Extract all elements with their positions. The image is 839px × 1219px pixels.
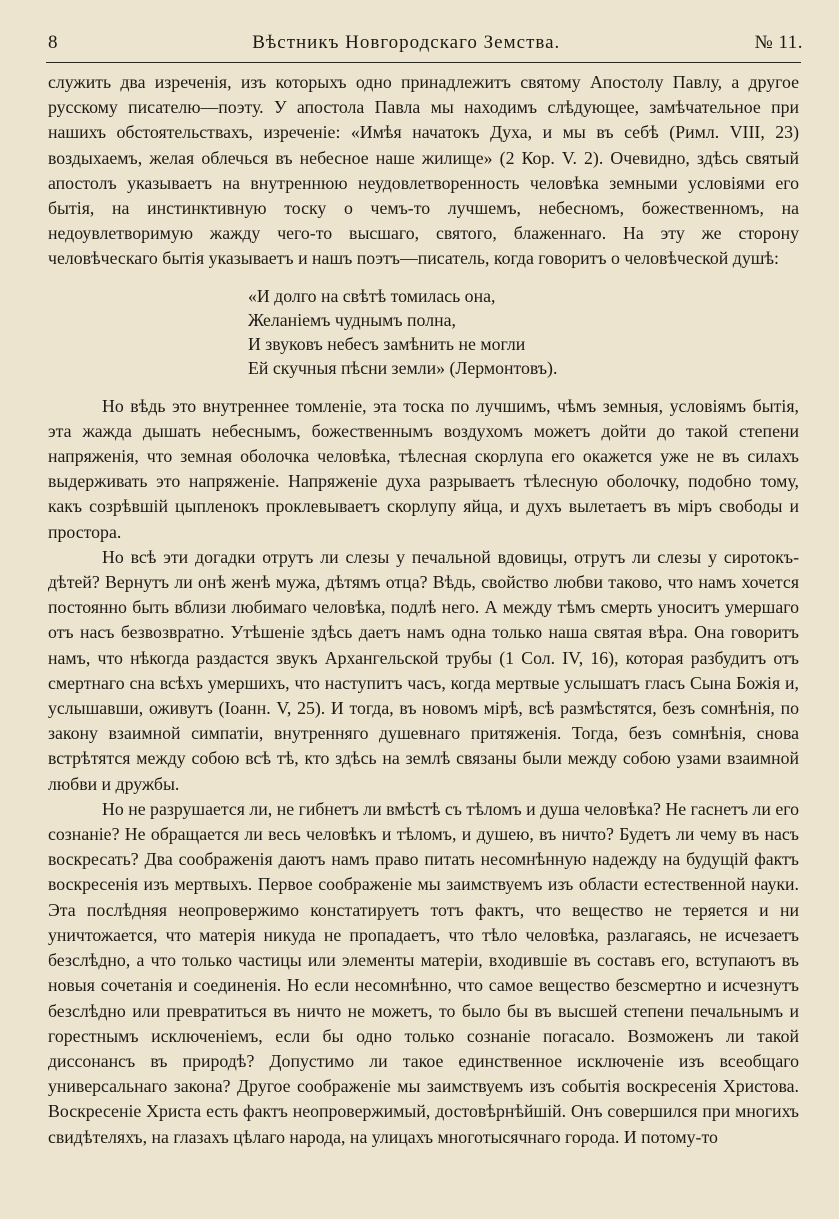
paragraph: Но всѣ эти догадки отрутъ ли слезы у печальной вдовицы, отрутъ ли слезы у сиротокъ-дѣтей? Вернутъ ли онѣ женѣ мужа, дѣтямъ отца? Вѣдь, свойство любви таково, что намъ хочется постоянно быть вблизи любимаго человѣка, подлѣ него. А между тѣмъ смерть уноситъ умершаго отъ насъ безвозвратно. Утѣшеніе здѣсь даетъ намъ одна только наша святая вѣра. Она говоритъ намъ, что нѣкогда раздастся звукъ Архангельской трубы (1 Сол. IV, 16), которая разбудитъ отъ смертнаго сна всѣхъ умершихъ, что наступитъ часъ, когда мертвые услышатъ гласъ Сына Божія и, услышавши, оживутъ (Іоанн. V, 25). И тогда, въ новомъ мірѣ, всѣ размѣстятся, безъ сомнѣнія, по закону взаимной симпатіи, внутренняго душевнаго притяженія. Тогда, безъ сомнѣнія, снова встрѣтятся между собою всѣ тѣ, кто здѣсь на землѣ связаны были между собою узами взаимной любви и дружбы. (48, 546, 799, 794)
poem-line: Ей скучныя пѣсни земли» (Лермонтовъ). (248, 357, 558, 378)
poem-line: «И долго на свѣтѣ томилась она, (248, 285, 496, 306)
paragraph: Но вѣдь это внутреннее томленіе, эта тоска по лучшимъ, чѣмъ земныя, условіямъ бытія, эта жажда дышать небеснымъ, божественнымъ воздухомъ можетъ дойти до такой степени напряженія, что земная оболочка человѣка, тѣлесная скорлупа его окажется уже не въ силахъ выдерживать это напряженіе. Напряженіе духа разрываетъ тѣлесную оболочку, подобно тому, какъ созрѣвшій цыпленокъ проклевываетъ скорлупу яйца, и духъ вылетаетъ въ міръ свободы и простора. (48, 395, 799, 542)
body-text (48, 70, 799, 1150)
poem-line: Желаніемъ чуднымъ полна, (248, 309, 456, 330)
paragraph: служить два изреченія, изъ которыхъ одно принадлежитъ святому Апостолу Павлу, а другое русскому писателю—поэту. У апостола Павла мы находимъ слѣдующее, замѣчательное при нашихъ обстоятельствахъ, изреченіе: «Имѣя начатокъ Духа, и мы въ себѣ (Римл. VIII, 23) воздыхаемъ, желая облечься въ небесное наше жилище» (2 Кор. V. 2). Очевидно, здѣсь святый апостолъ указываетъ на внутреннюю неудовлетворенность человѣка земными условіями его бытія, на инстинктивную тоску о чемъ-то лучшемъ, небесномъ, божественномъ, на недоувлетворимую жажду чего-то высшаго, святого, блаженнаго. На эту же сторону человѣческаго бытія указываетъ и нашъ поэтъ—писатель, когда говоритъ о человѣческой душѣ: (48, 72, 799, 269)
journal-title: Вѣстникъ Новгородскаго Земства. (252, 32, 561, 53)
issue-number: № 11. (754, 32, 803, 53)
page-number: 8 (48, 32, 58, 53)
paragraph: Но не разрушается ли, не гибнетъ ли вмѣстѣ съ тѣломъ и душа человѣка? Не гаснетъ ли его сознаніе? Не обращается ли весь человѣкъ и тѣломъ, и душею, въ ничто? Будетъ ли чему въ насъ воскресать? Два соображенія даютъ намъ право питать несомнѣнную надежду на будущій фактъ воскресенія изъ мертвыхъ. Первое соображеніе мы заимствуемъ изъ области естественной науки. Эта послѣдняя неопровержимо констатируетъ тотъ фактъ, что вещество не теряется и ни уничтожается, что матерія никуда не пропадаетъ, что тѣло человѣка, разлагаясь, не исчезаетъ безслѣдно, а что только частицы или элементы матеріи, входившіе въ составъ его, вступаютъ въ новыя сочетанія и соединенія. Но если несомнѣнно, что самое вещество безсмертно и исчезнутъ безслѣдно или превратиться въ ничто не можетъ, то было бы въ высшей степени печальнымъ и горестнымъ исключеніемъ, если бы одно только сознаніе погасало. Возможенъ ли такой диссонансъ въ природѣ? Допустимо ли такое единственное исключеніе изъ всеобщаго универсальнаго закона? Другое соображеніе мы заимствуемъ изъ событія воскресенія Христова. Воскресеніе Христа есть фактъ неопровержимый, достовѣрнѣйшій. Онъ совершился при многихъ свидѣтеляхъ, на глазахъ цѣлаго народа, на улицахъ многотысячнаго города. И потому-то (48, 798, 799, 1147)
page-header (48, 32, 803, 54)
poem-line: И звуковъ небесъ замѣнить не могли (248, 333, 526, 354)
poem-quote (248, 284, 799, 380)
header-rule (46, 62, 801, 63)
